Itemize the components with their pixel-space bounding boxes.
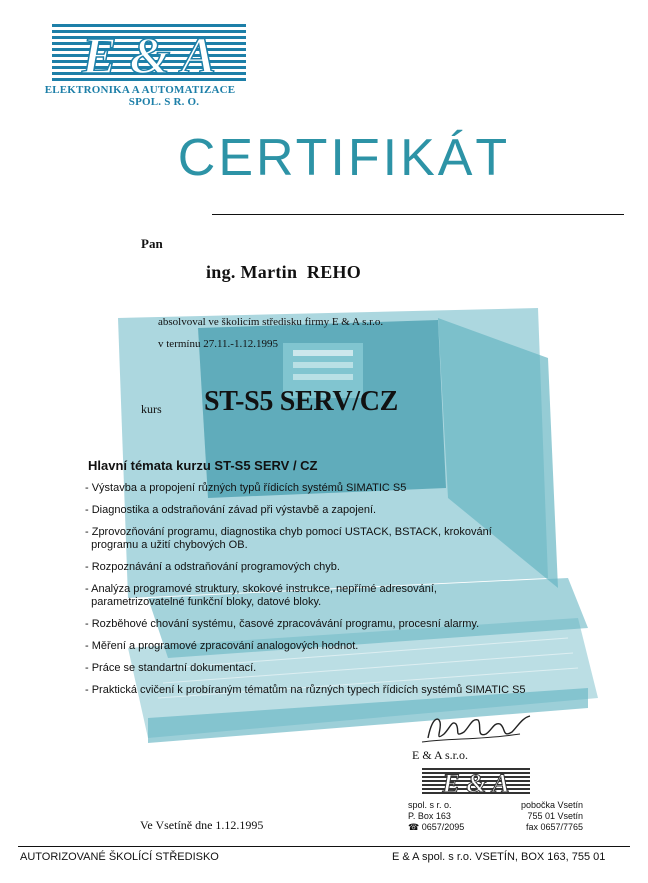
topic-line: - Zprovozňování programu, diagnostika chyb pomocí USTACK, BSTACK, krokování — [85, 526, 492, 538]
stamp-cell: fax 0657/7765 — [525, 822, 583, 832]
topic-item — [85, 618, 585, 631]
company-logo — [52, 24, 246, 82]
stamp-info — [408, 800, 583, 833]
topic-item — [85, 482, 585, 495]
topic-item — [85, 526, 585, 552]
completion-line-1: absolvoval ve školicím středisku firmy E & A s.r.o. — [158, 316, 384, 328]
stamp-cell: spol. s r. o. — [408, 800, 452, 810]
completion-line-2: v termínu 27.11.-1.12.1995 — [158, 338, 278, 350]
signatory-company: E & A s.r.o. — [412, 748, 469, 762]
topic-item — [85, 684, 585, 697]
topic-item — [85, 504, 585, 517]
stamp-logo — [422, 768, 530, 796]
topics-heading: Hlavní témata kurzu ST-S5 SERV / CZ — [88, 458, 318, 473]
stamp-row — [408, 800, 583, 811]
topic-line: - Výstavba a propojení různých typů řídicích systémů SIMATIC S5 — [85, 482, 407, 494]
topic-line: - Analýza programové struktury, skokové instrukce, nepřímé adresování, — [85, 583, 437, 595]
recipient-name: ing. Martin REHO — [206, 262, 362, 282]
stamp-cell: ☎ 0657/2095 — [408, 822, 465, 832]
logo-line-2: SPOL. S R. O. — [128, 96, 200, 108]
topic-item — [85, 561, 585, 574]
topic-line: - Rozpoznávání a odstraňování programových chyb. — [85, 561, 340, 573]
course-label: kurs — [141, 402, 162, 416]
stamp-mark: E & A — [442, 769, 510, 796]
stamp-cell: pobočka Vsetín — [520, 800, 583, 810]
certificate-title: CERTIFIKÁT — [177, 129, 511, 187]
stamp-row — [408, 822, 583, 833]
place-and-date: Ve Vsetíně dne 1.12.1995 — [140, 818, 264, 832]
footer-left: AUTORIZOVANÉ ŠKOLÍCÍ STŘEDISKO — [20, 851, 219, 863]
topic-line: parametrizovatelné funkční bloky, datové bloky. — [85, 596, 322, 608]
course-name: ST-S5 SERV/CZ — [204, 386, 399, 417]
logo-line-1: ELEKTRONIKA A AUTOMATIZACE — [44, 84, 236, 96]
handwritten-signature — [420, 708, 535, 748]
footer-right: E & A spol. s r.o. VSETÍN, BOX 163, 755 01 — [392, 851, 606, 863]
topic-line: - Diagnostika a odstraňování závad při výstavbě a zapojení. — [85, 504, 377, 516]
topic-line: - Měření a programové zpracování analogových hodnot. — [85, 640, 359, 652]
topic-item — [85, 583, 585, 609]
topic-line: programu a užití chybových OB. — [85, 539, 248, 551]
salutation: Pan — [141, 236, 163, 251]
logo-mark: E & A — [82, 28, 216, 82]
stamp-cell: 755 01 Vsetín — [527, 811, 583, 821]
top-divider — [212, 214, 624, 215]
stamp-cell: P. Box 163 — [408, 811, 451, 821]
topic-item — [85, 662, 585, 675]
topic-line: - Práce se standartní dokumentací. — [85, 662, 257, 674]
bottom-divider — [18, 846, 630, 847]
topic-item — [85, 640, 585, 653]
topic-line: - Rozběhové chování systému, časové zpracovávání programu, procesní alarmy. — [85, 618, 480, 630]
logo-caption — [40, 84, 240, 108]
topic-line: - Praktická cvičení k probíraným tématům na různých typech řídicích systémů SIMATIC S5 — [85, 684, 526, 696]
topics-list — [85, 482, 585, 706]
stamp-row — [408, 811, 583, 822]
